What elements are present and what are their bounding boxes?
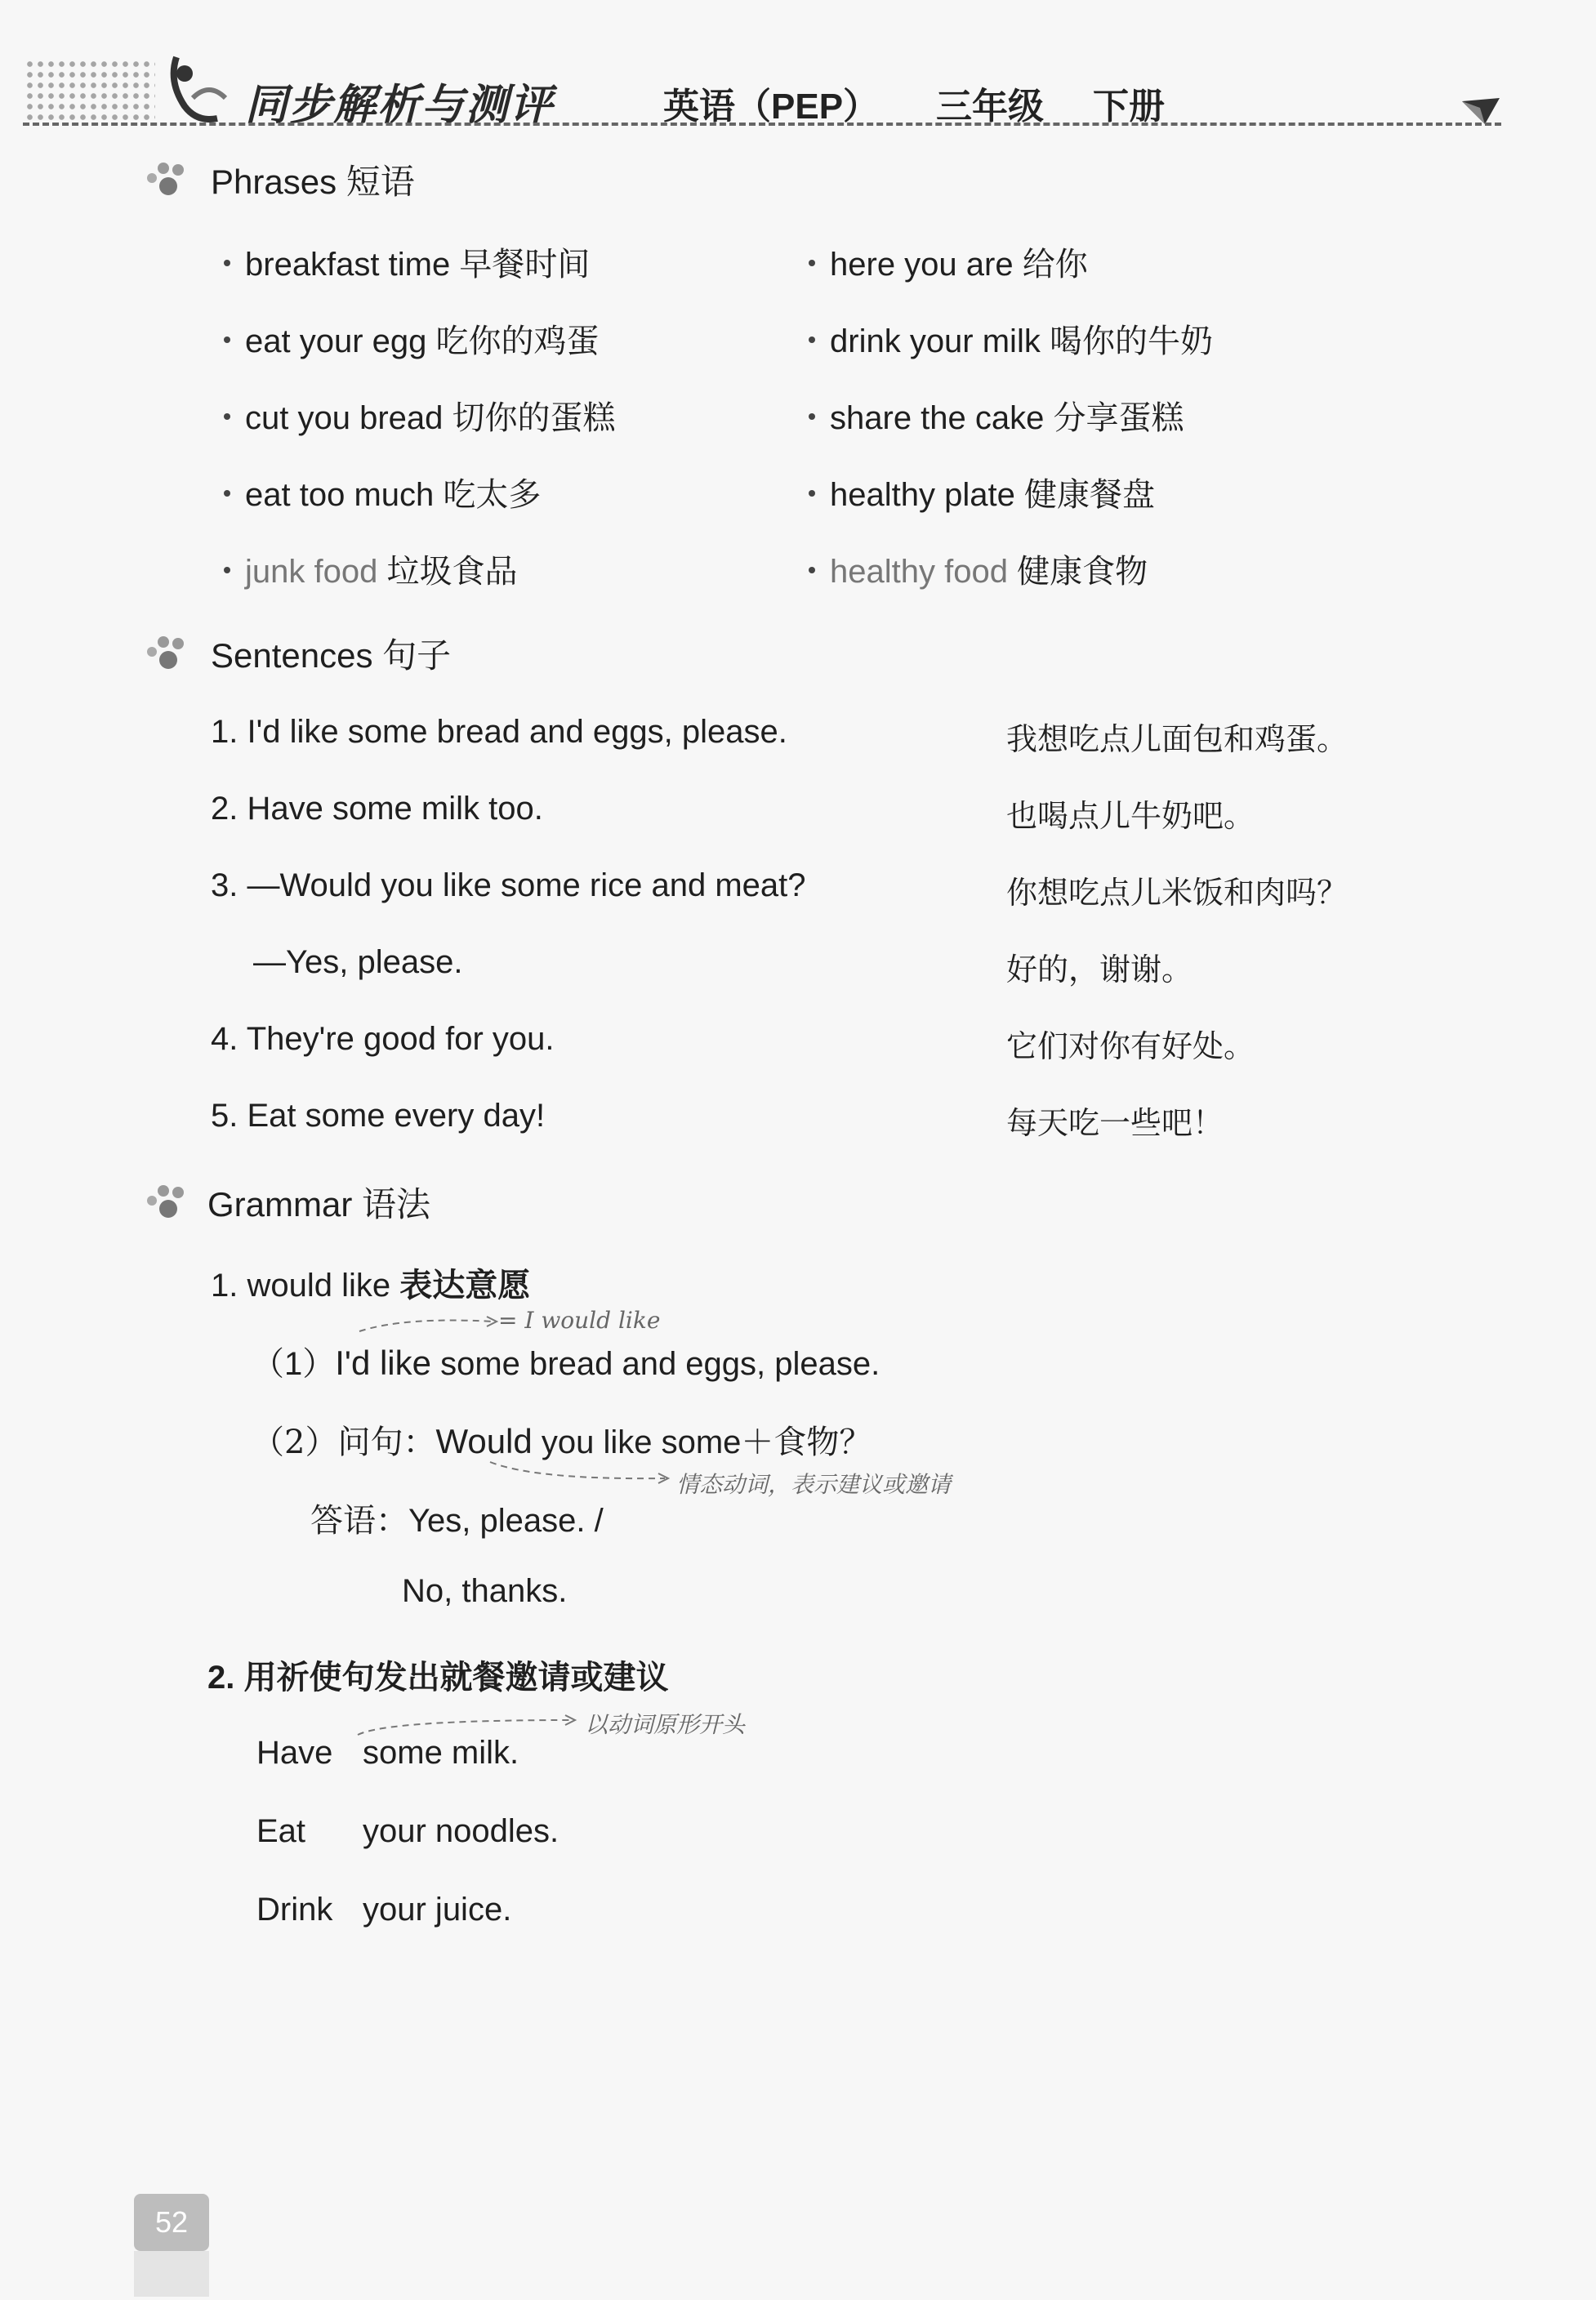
sentence-en: —Yes, please. <box>253 944 463 980</box>
grammar-example-1: （1）I'd like some bread and eggs, please. <box>252 1344 880 1382</box>
sentence-zh: 它们对你有好处。 <box>1006 1028 1255 1064</box>
sentence-en: 5. Eat some every day! <box>211 1098 546 1134</box>
imperative-verb: Have <box>256 1735 333 1771</box>
phrase-item: cut you bread 切你的蛋糕 <box>224 392 616 439</box>
annotation-arrow-icon <box>354 1710 583 1738</box>
sentences-title: Sentences 句子 <box>211 636 452 675</box>
paper-plane-icon <box>1460 96 1501 126</box>
logo-icon <box>160 49 242 131</box>
sentence-en: 4. They're good for you. <box>211 1021 555 1057</box>
sentence-zh: 好的，谢谢。 <box>1006 952 1193 987</box>
book-title: 同步解析与测评 <box>245 82 555 129</box>
annotation-note: = I would like <box>498 1307 661 1334</box>
sentence-en: 3. —Would you like some rice and meat? <box>211 867 806 903</box>
sentence-zh: 每天吃一些吧！ <box>1006 1105 1224 1141</box>
grammar-example-2: （2）问句：Would you like some＋食物？ <box>252 1422 872 1461</box>
paw-icon <box>144 160 191 198</box>
imperative-rest: your juice. <box>363 1892 512 1928</box>
grade-label: 三年级 <box>936 87 1044 127</box>
annotation-note: 情态动词，表示建议或邀请 <box>676 1471 952 1498</box>
subject-label: 英语（PEP） <box>663 87 880 127</box>
annotation-arrow-icon <box>356 1310 503 1335</box>
phrase-item: junk food 垃圾食品 <box>224 546 517 592</box>
phrase-item: healthy food 健康食物 <box>809 546 1148 592</box>
sentence-en: 1. I'd like some bread and eggs, please. <box>211 714 787 750</box>
imperative-rest: some milk. <box>363 1735 519 1771</box>
sentence-en: 2. Have some milk too. <box>211 791 543 827</box>
grammar-title: Grammar 语法 <box>207 1185 431 1224</box>
volume-label: 下册 <box>1093 87 1165 127</box>
sentence-zh: 也喝点儿牛奶吧。 <box>1006 798 1255 834</box>
grammar-answer: 答语：Yes, please. / <box>310 1502 604 1540</box>
grammar-point-2-heading: 2. 用祈使句发出就餐邀请或建议 <box>207 1660 669 1696</box>
imperative-rest: your noodles. <box>363 1813 559 1849</box>
phrases-title: Phrases 短语 <box>211 163 415 201</box>
phrase-item: drink your milk 喝你的牛奶 <box>809 315 1213 362</box>
page-number: 52 <box>134 2194 209 2251</box>
annotation-arrow-icon <box>487 1459 675 1487</box>
phrase-item: share the cake 分享蛋糕 <box>809 392 1184 439</box>
sentence-zh: 你想吃点儿米饭和肉吗？ <box>1006 875 1349 911</box>
grammar-answer: No, thanks. <box>402 1573 568 1609</box>
paw-icon <box>144 634 191 671</box>
phrase-item: eat too much 吃太多 <box>224 469 541 515</box>
paw-icon <box>144 1183 191 1220</box>
page-number-shadow <box>134 2251 209 2297</box>
imperative-verb: Eat <box>256 1813 306 1849</box>
header-dot-pattern <box>25 59 155 123</box>
phrase-item: healthy plate 健康餐盘 <box>809 469 1155 515</box>
phrase-item: breakfast time 早餐时间 <box>224 238 590 285</box>
phrase-item: here you are 给你 <box>809 238 1088 285</box>
header-divider <box>23 123 1501 126</box>
imperative-verb: Drink <box>256 1892 333 1928</box>
phrase-item: eat your egg 吃你的鸡蛋 <box>224 315 600 362</box>
annotation-note: 以动词原形开头 <box>585 1711 746 1738</box>
sentence-zh: 我想吃点儿面包和鸡蛋。 <box>1006 721 1349 757</box>
grammar-point-1-heading: 1. would like 表达意愿 <box>211 1268 531 1304</box>
